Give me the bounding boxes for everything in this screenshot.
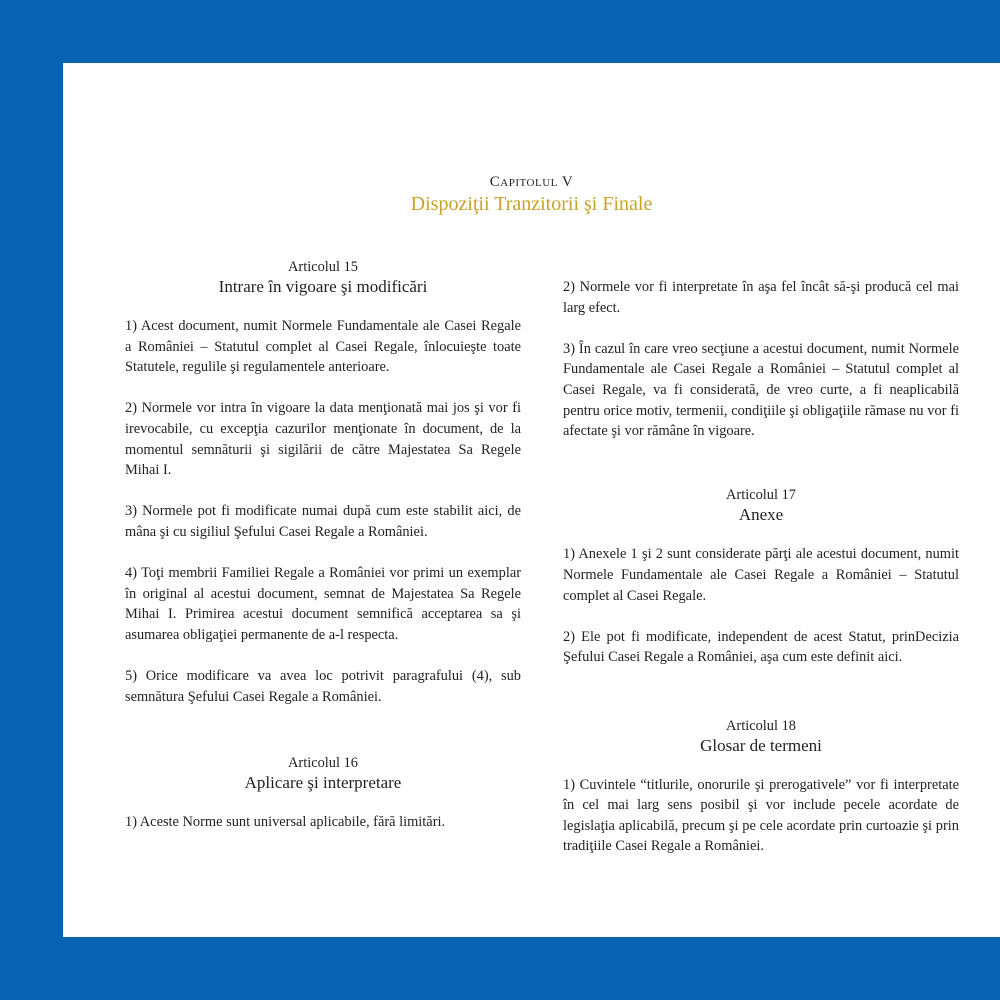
chapter-header: [63, 173, 1000, 216]
paragraph: 3) În cazul în care vreo secţiune a acestui document, numit Normele Fundamentale ale Casei Regale a României – Statutul complet al Casei Regale, va fi considerată, de vreo curte, a fi neaplicabilă pentru orice motiv, termenii, condiţiile şi obligaţiile rămase nu vor fi afectate şi vor rămâne în vigoare.: [563, 340, 959, 440]
paragraph: 2) Normele vor fi interpretate în aşa fel încât să-şi producă cel mai larg efect.: [563, 279, 959, 316]
paragraph: 1) Cuvintele “titlurile, onorurile şi prerogativele” vor fi interpretate în cel mai larg sens posibil şi vor include pecele acordate de legislaţia aplicabilă, precum şi pe cele acordate prin curtoazie şi prin tradiţiile Casei Regale a României.: [563, 776, 959, 855]
paragraph: 1) Aceste Norme sunt universal aplicabile, fără limitări.: [125, 813, 446, 830]
article-15: [125, 258, 521, 707]
paragraph: 1) Anexele 1 şi 2 sunt considerate părţi ale acestui document, numit Normele Fundamentale ale Casei Regale a României – Statutul complet al Casei Regale.: [563, 546, 959, 604]
paragraph: 2) Normele vor intra în vigoare la data menţionată mai jos şi vor fi irevocabile, cu excepţia cazurilor menţionate în document, de la momentul semnăturii şi sigilării de către Majestatea Sa Regele Mihai I.: [125, 400, 521, 479]
article-18: [563, 717, 959, 857]
paragraph: 4) Toţi membrii Familiei Regale a României vor primi un exemplar în original al acestui document, semnat de Majestatea Sa Regele Mihai I. Primirea acestui document semnifică acceptarea sa şi asumarea obligaţiei permanente de a-l respecta.: [125, 565, 521, 643]
paragraph: 3) Normele pot fi modificate numai după cum este stabilit aici, de mâna şi cu sigiliul Şefului Casei Regale a României.: [125, 503, 521, 540]
spacer: [563, 462, 959, 486]
article-number: Articolul 17: [726, 487, 796, 504]
article-number: Articolul 18: [726, 717, 796, 734]
article-number: Articolul 16: [288, 754, 358, 771]
paragraph: 5) Orice modificare va avea loc potrivit paragrafului (4), sub semnătura Şefului Casei Regale a României.: [125, 668, 521, 705]
left-column: [125, 258, 521, 853]
chapter-title: Dispoziţii Tranzitorii şi Finale: [410, 193, 653, 215]
paragraph: 2) Ele pot fi modificate, independent de acest Statut, prinDecizia Şefului Casei Regale a României, aşa cum este definit aici.: [563, 628, 959, 666]
article-title: Aplicare şi interpretare: [244, 772, 402, 792]
article-16-continued: [563, 277, 959, 442]
spacer: [563, 689, 959, 717]
article-title: Glosar de termeni: [700, 735, 822, 755]
spacer: [125, 728, 521, 754]
article-16: [125, 754, 521, 833]
right-column: [563, 277, 959, 877]
paragraph: 1) Acest document, numit Normele Fundamentale ale Casei Regale a României – Statutul complet al Casei Regale, înlocuieşte toate Statutele, regulile şi regulamentele anterioare.: [125, 318, 521, 376]
chapter-label: Capitolul V: [489, 174, 574, 190]
article-17: [563, 486, 959, 668]
article-number: Articolul 15: [288, 259, 358, 275]
article-title: Anexe: [738, 505, 784, 525]
article-title: Intrare în vigoare şi modificări: [218, 277, 428, 296]
document-page: [63, 63, 1000, 937]
